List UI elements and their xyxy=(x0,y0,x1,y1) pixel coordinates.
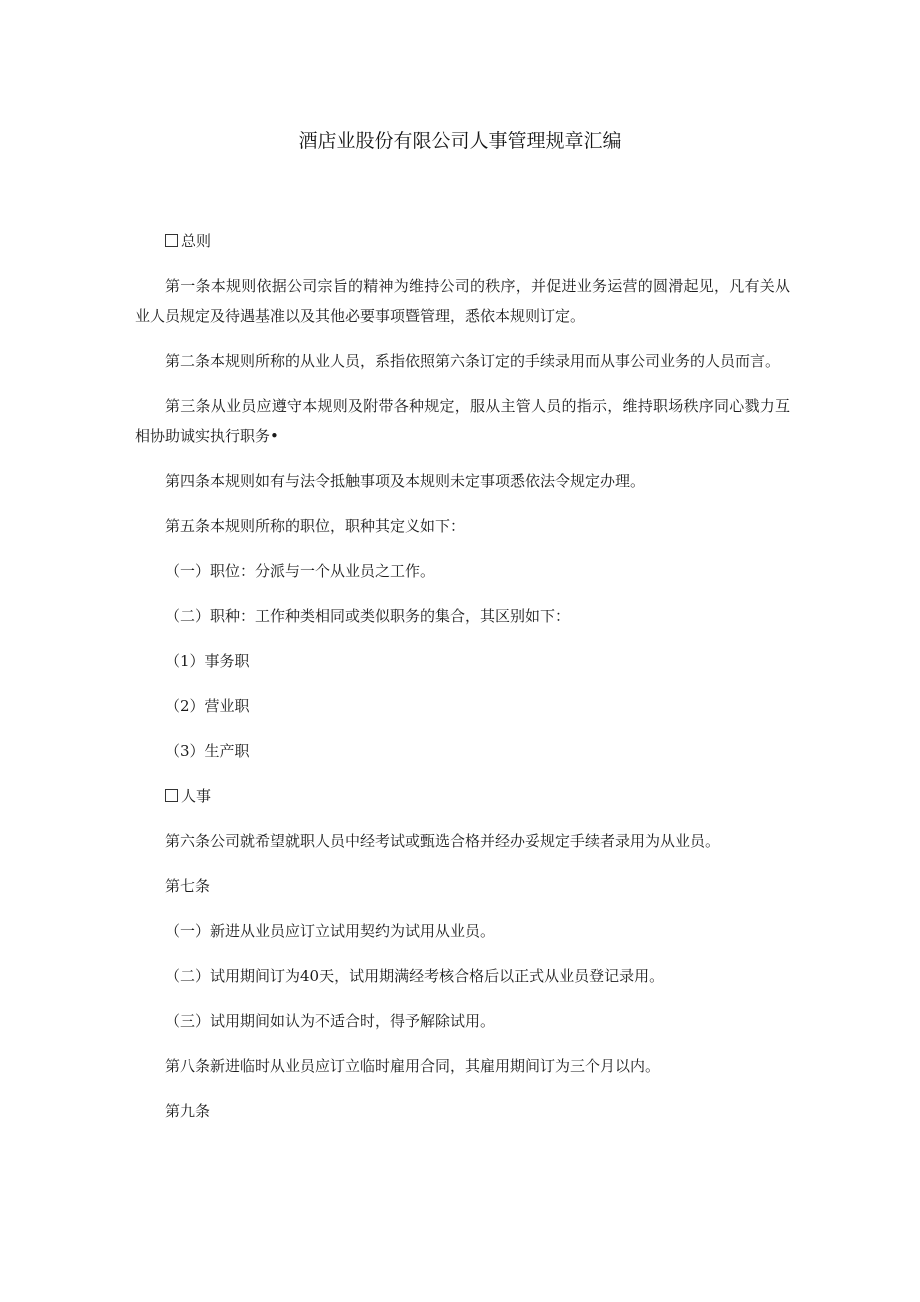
article-7: 第七条 xyxy=(165,877,211,895)
checkbox-square-icon xyxy=(165,789,178,802)
checkbox-square-icon xyxy=(165,234,178,247)
article-5: 第五条本规则所称的职位，职种其定义如下： xyxy=(165,517,466,535)
job-type-1: （1）事务职 xyxy=(165,652,250,670)
article-9: 第九条 xyxy=(165,1102,211,1120)
article-4: 第四条本规则如有与法令抵触事项及本规则未定事项悉依法令规定办理。 xyxy=(165,472,646,490)
job-type-3: （3）生产职 xyxy=(165,742,250,760)
document-body xyxy=(135,226,790,1141)
job-type-2: （2）营业职 xyxy=(165,697,250,715)
article-3: 第三条从业员应遵守本规则及附带各种规定，服从主管人员的指示，维持职场秩序同心戮力互相协助诚实执行职务• xyxy=(135,397,790,445)
article-6: 第六条公司就希望就职人员中经考试或甄选合格并经办妥规定手续者录用为从业员。 xyxy=(165,832,721,850)
article-2: 第二条本规则所称的从业人员，系指依照第六条订定的手续录用而从事公司业务的人员而言。 xyxy=(165,352,781,370)
article-1: 第一条本规则依据公司宗旨的精神为维持公司的秩序，并促进业务运营的圆滑起见，凡有关从业人员规定及待遇基准以及其他必要事项暨管理，悉依本规则订定。 xyxy=(135,277,790,325)
article-5-item-1: （一）职位：分派与一个从业员之工作。 xyxy=(165,562,436,580)
article-8: 第八条新进临时从业员应订立临时雇用合同，其雇用期间订为三个月以内。 xyxy=(165,1057,661,1075)
document-title: 酒店业股份有限公司人事管理规章汇编 xyxy=(298,130,622,152)
article-5-item-2: （二）职种：工作种类相同或类似职务的集合，其区别如下： xyxy=(165,607,571,625)
section-heading-text: 人事 xyxy=(181,787,212,805)
article-7-item-2: （二）试用期间订为40天，试用期满经考核合格后以正式从业员登记录用。 xyxy=(165,967,665,985)
section-heading-text: 总则 xyxy=(181,232,212,250)
article-7-item-1: （一）新进从业员应订立试用契约为试用从业员。 xyxy=(165,922,496,940)
section-heading-personnel xyxy=(135,781,790,811)
article-7-item-3: （三）试用期间如认为不适合时，得予解除试用。 xyxy=(165,1012,496,1030)
section-heading-general xyxy=(135,226,790,256)
